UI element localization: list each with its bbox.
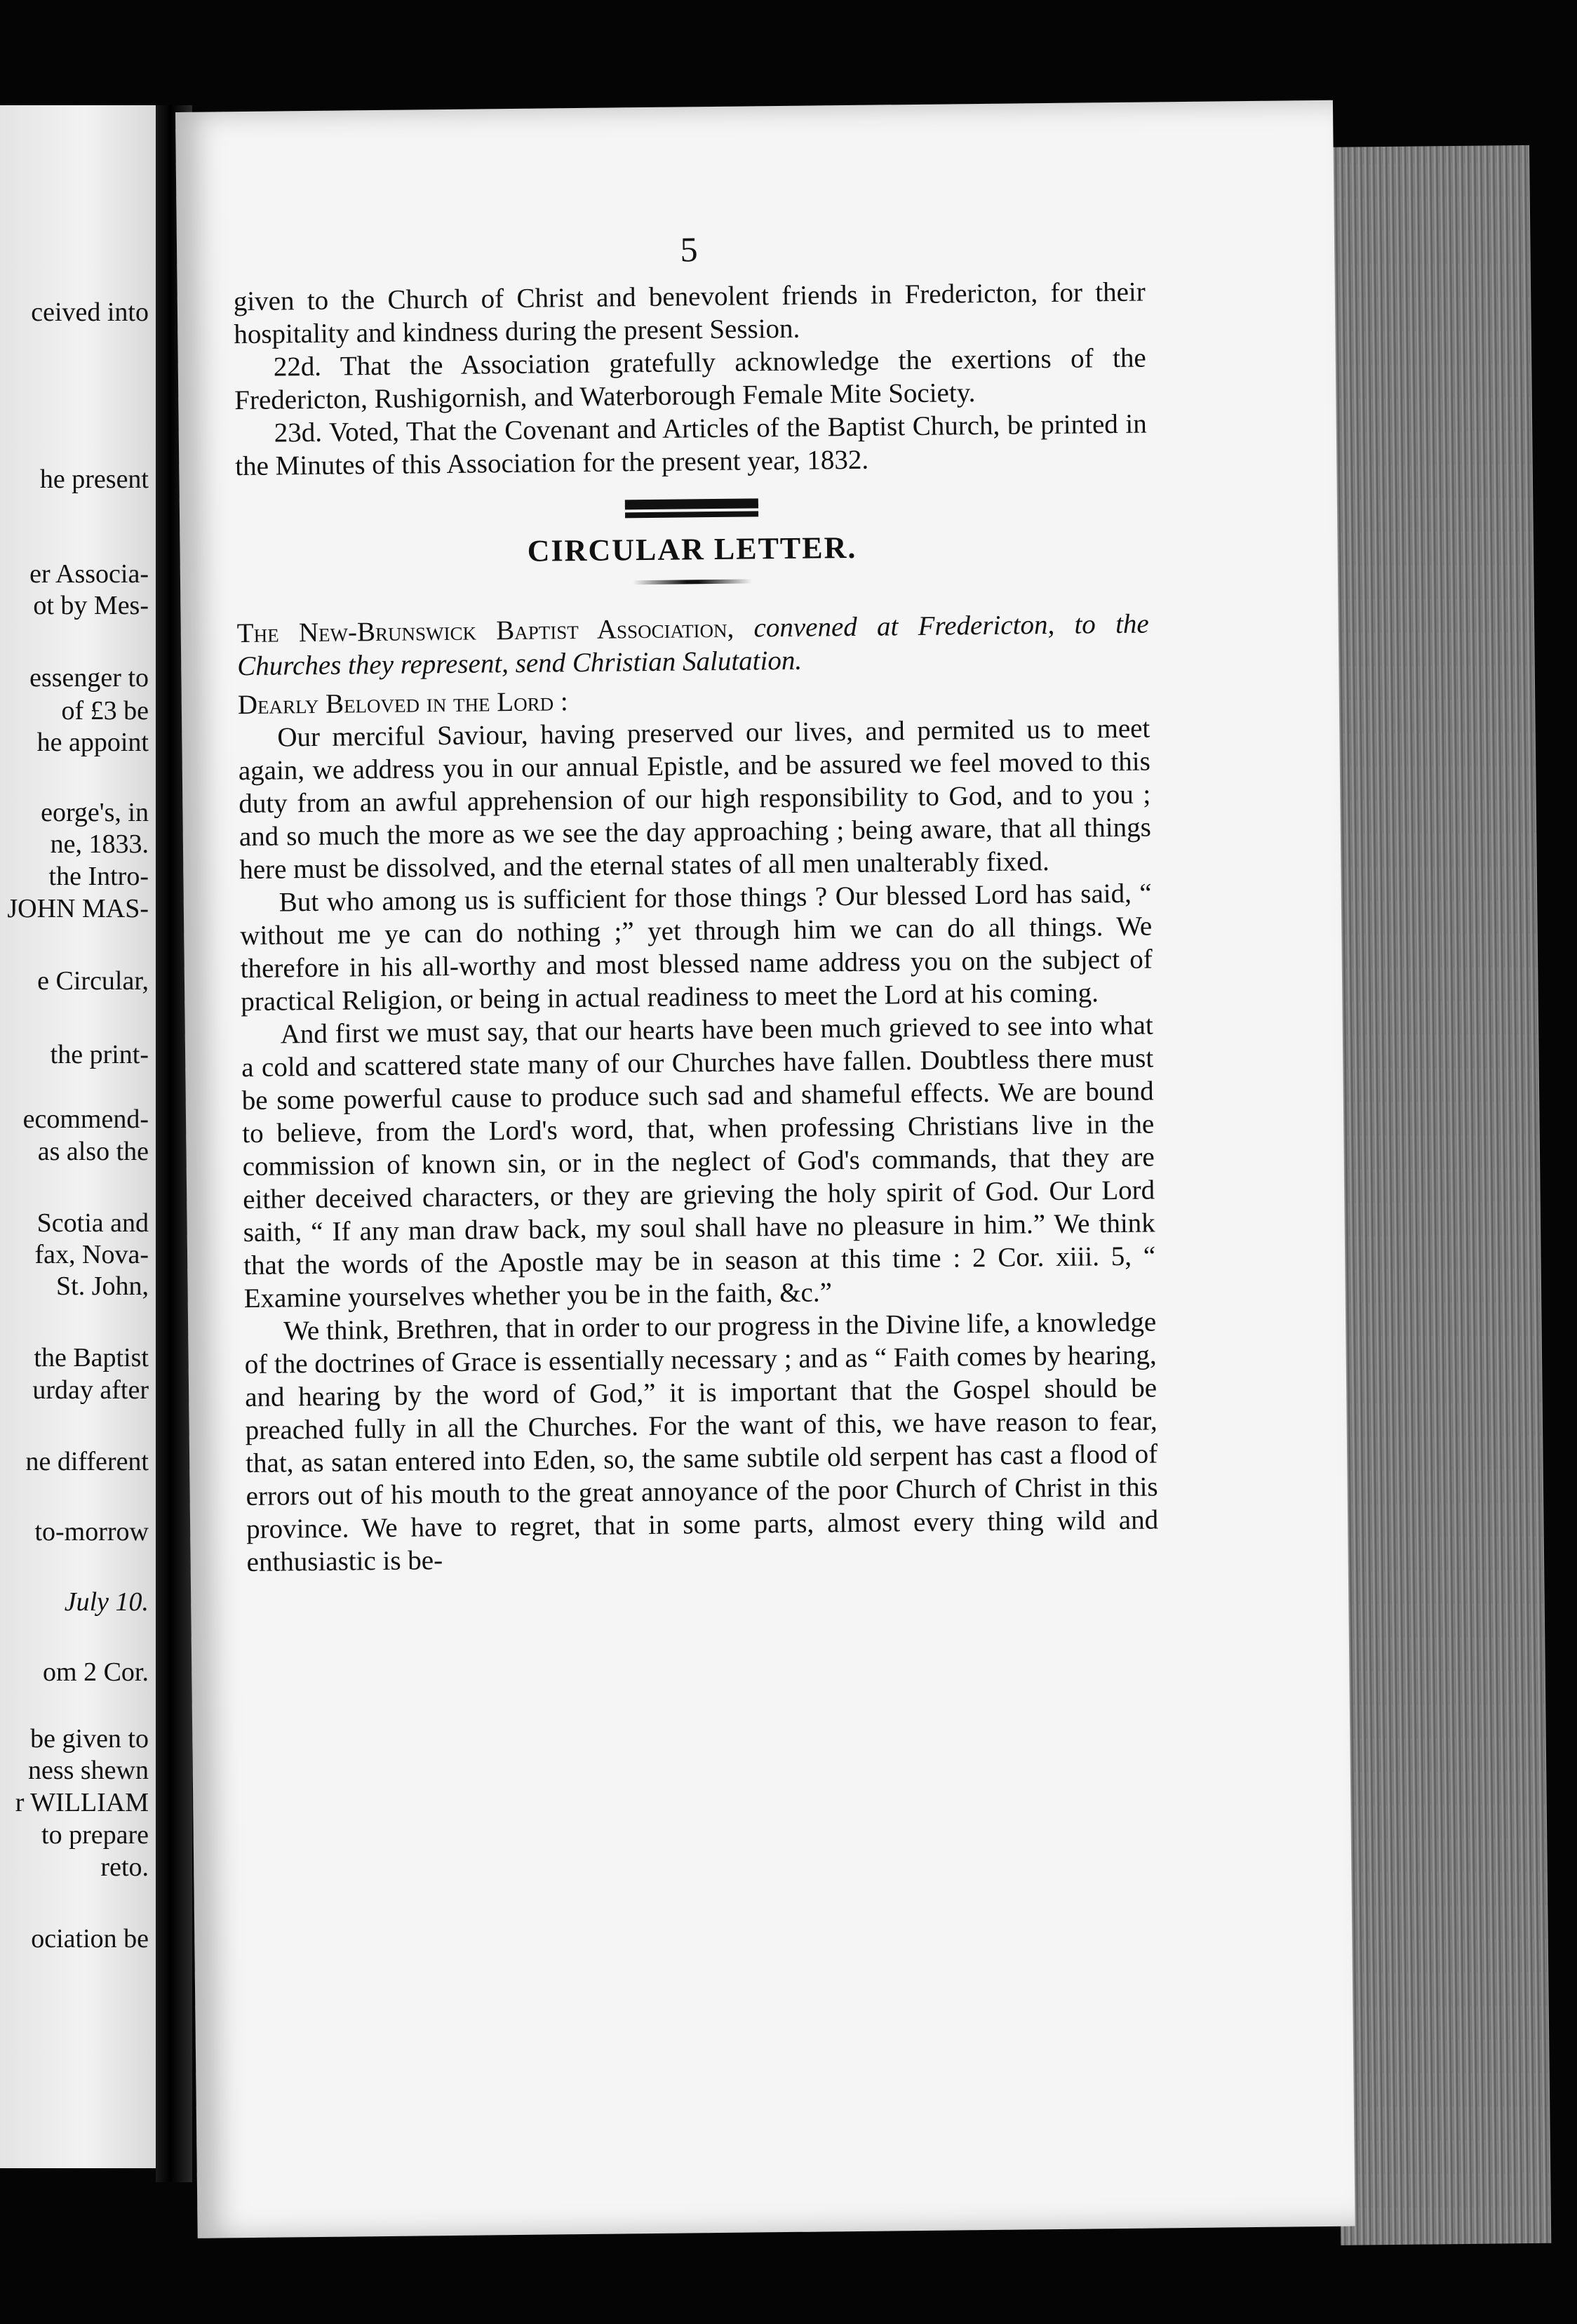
left-fragment: be given to	[30, 1724, 149, 1754]
left-fragment: r WILLIAM	[15, 1788, 149, 1817]
left-fragment: ceived into	[31, 298, 149, 327]
left-fragment: JOHN MAS-	[7, 894, 149, 923]
left-fragment: eorge's, in	[41, 798, 149, 827]
decorative-rule	[625, 498, 758, 512]
paragraph-22d: 22d. That the Association gratefully acknowledge the exertions of the Fredericton, Rushigornish, and Waterborough Female Mite Society.	[234, 342, 1146, 416]
left-fragment: ociation be	[31, 1924, 149, 1954]
left-fragment: ecommend-	[22, 1104, 149, 1134]
left-fragment: the print-	[50, 1040, 149, 1069]
decorative-flourish	[633, 579, 752, 585]
left-fragment: the Intro-	[48, 862, 149, 891]
section-heading: CIRCULAR LETTER.	[527, 530, 857, 568]
paragraph-23d: 23d. Voted, That the Covenant and Articles of the Baptist Church, be printed in the Minutes of this Association for the present year, 1832.	[235, 408, 1147, 482]
left-fragment: July 10.	[64, 1587, 149, 1617]
salutation: Dearly Beloved in the Lord :	[237, 686, 568, 721]
left-page	[0, 105, 156, 2168]
left-fragment: er Associa-	[29, 559, 149, 589]
address-line	[237, 608, 1150, 683]
left-fragment: essenger to	[29, 663, 149, 693]
left-fragment: the Baptist	[34, 1343, 149, 1373]
left-fragment: of £3 be	[61, 696, 149, 726]
left-fragment: fax, Nova-	[34, 1240, 149, 1269]
address-caps: The New-Brunswick Baptist Association,	[236, 613, 734, 649]
left-fragment: e Circular,	[37, 966, 149, 996]
page-number: 5	[680, 229, 698, 269]
left-fragment: ne different	[25, 1447, 149, 1476]
left-fragment: ot by Mes-	[33, 591, 149, 620]
paragraph-3: And first we must say, that our hearts have been much grieved to see into what a cold and scattered state many of our Churches have fallen. Doubtless there must be some powerful cause to produce such sad and shameful effects. We are bound to believe, from the Lord's word, that, when professing Christians live in the commission of known sin, or in the neglect of God's commands, that they are either deceived characters, or they are grieving the holy spirit of God. Our Lord saith, “ If any man draw back, my soul shall have no pleasure in him.” We think that the words of the Apostle may be in season at this time : 2 Cor. xiii. 5, “ Examine yourselves whether you be in the faith, &c.”	[241, 1010, 1156, 1314]
address-italic: convened at Fredericton, to the Churches they represent, send Christian Salutation.	[237, 608, 1149, 682]
left-fragment: Scotia and	[36, 1208, 149, 1238]
paragraph-2: But who among us is sufficient for those things ? Our blessed Lord has said, “ without me ye can do nothing ;” yet through him we can do all things. We therefore in his all-worthy and most blessed name address you on the subject of practical Religion, or being in actual readiness to meet the Lord at his coming.	[240, 878, 1153, 1017]
left-fragment: to-morrow	[34, 1517, 149, 1547]
left-fragment: ne, 1833.	[50, 829, 149, 859]
left-fragment: to prepare	[41, 1820, 149, 1850]
left-fragment: urday after	[32, 1375, 149, 1405]
paragraph-intro: given to the Church of Christ and benevolent friends in Fredericton, for their hospitality and kindness during the present Session.	[233, 276, 1146, 350]
left-fragment: he present	[39, 465, 149, 494]
paragraph-1: Our merciful Saviour, having preserved our lives, and permited us to meet again, we address you in our annual Epistle, and be assured we feel moved to this duty from an awful apprehension of our high responsibility to God, and to you ; and so much the more as we see the day approaching ; being aware, that all things here must be dissolved, and the eternal states of all men unalterably fixed.	[238, 713, 1151, 886]
left-fragment: ness shewn	[27, 1756, 149, 1785]
left-fragment: St. John,	[56, 1271, 149, 1301]
paragraph-4: We think, Brethren, that in order to our progress in the Divine life, a knowledge of the doctrines of Grace is essentially necessary ; and as “ Faith comes by hearing, and hearing by the word of God,” it is important that the Gospel should be preached fully in all the Churches. For the want of this, we have reason to fear, that, as satan entered into Eden, so, the same subtile old serpent has cast a flood of errors out of his mouth to the great annoyance of the poor Church of Christ in this province. We have to regret, that in some parts, almost every thing wild and enthusiastic is be-	[244, 1307, 1159, 1578]
page-content	[233, 229, 1159, 1580]
page-edges	[1319, 145, 1551, 2245]
left-fragment: om 2 Cor.	[43, 1657, 149, 1687]
left-fragment: he appoint	[36, 728, 149, 757]
left-fragment: reto.	[100, 1852, 149, 1882]
left-fragment: as also the	[37, 1137, 149, 1166]
right-page	[175, 100, 1355, 2238]
